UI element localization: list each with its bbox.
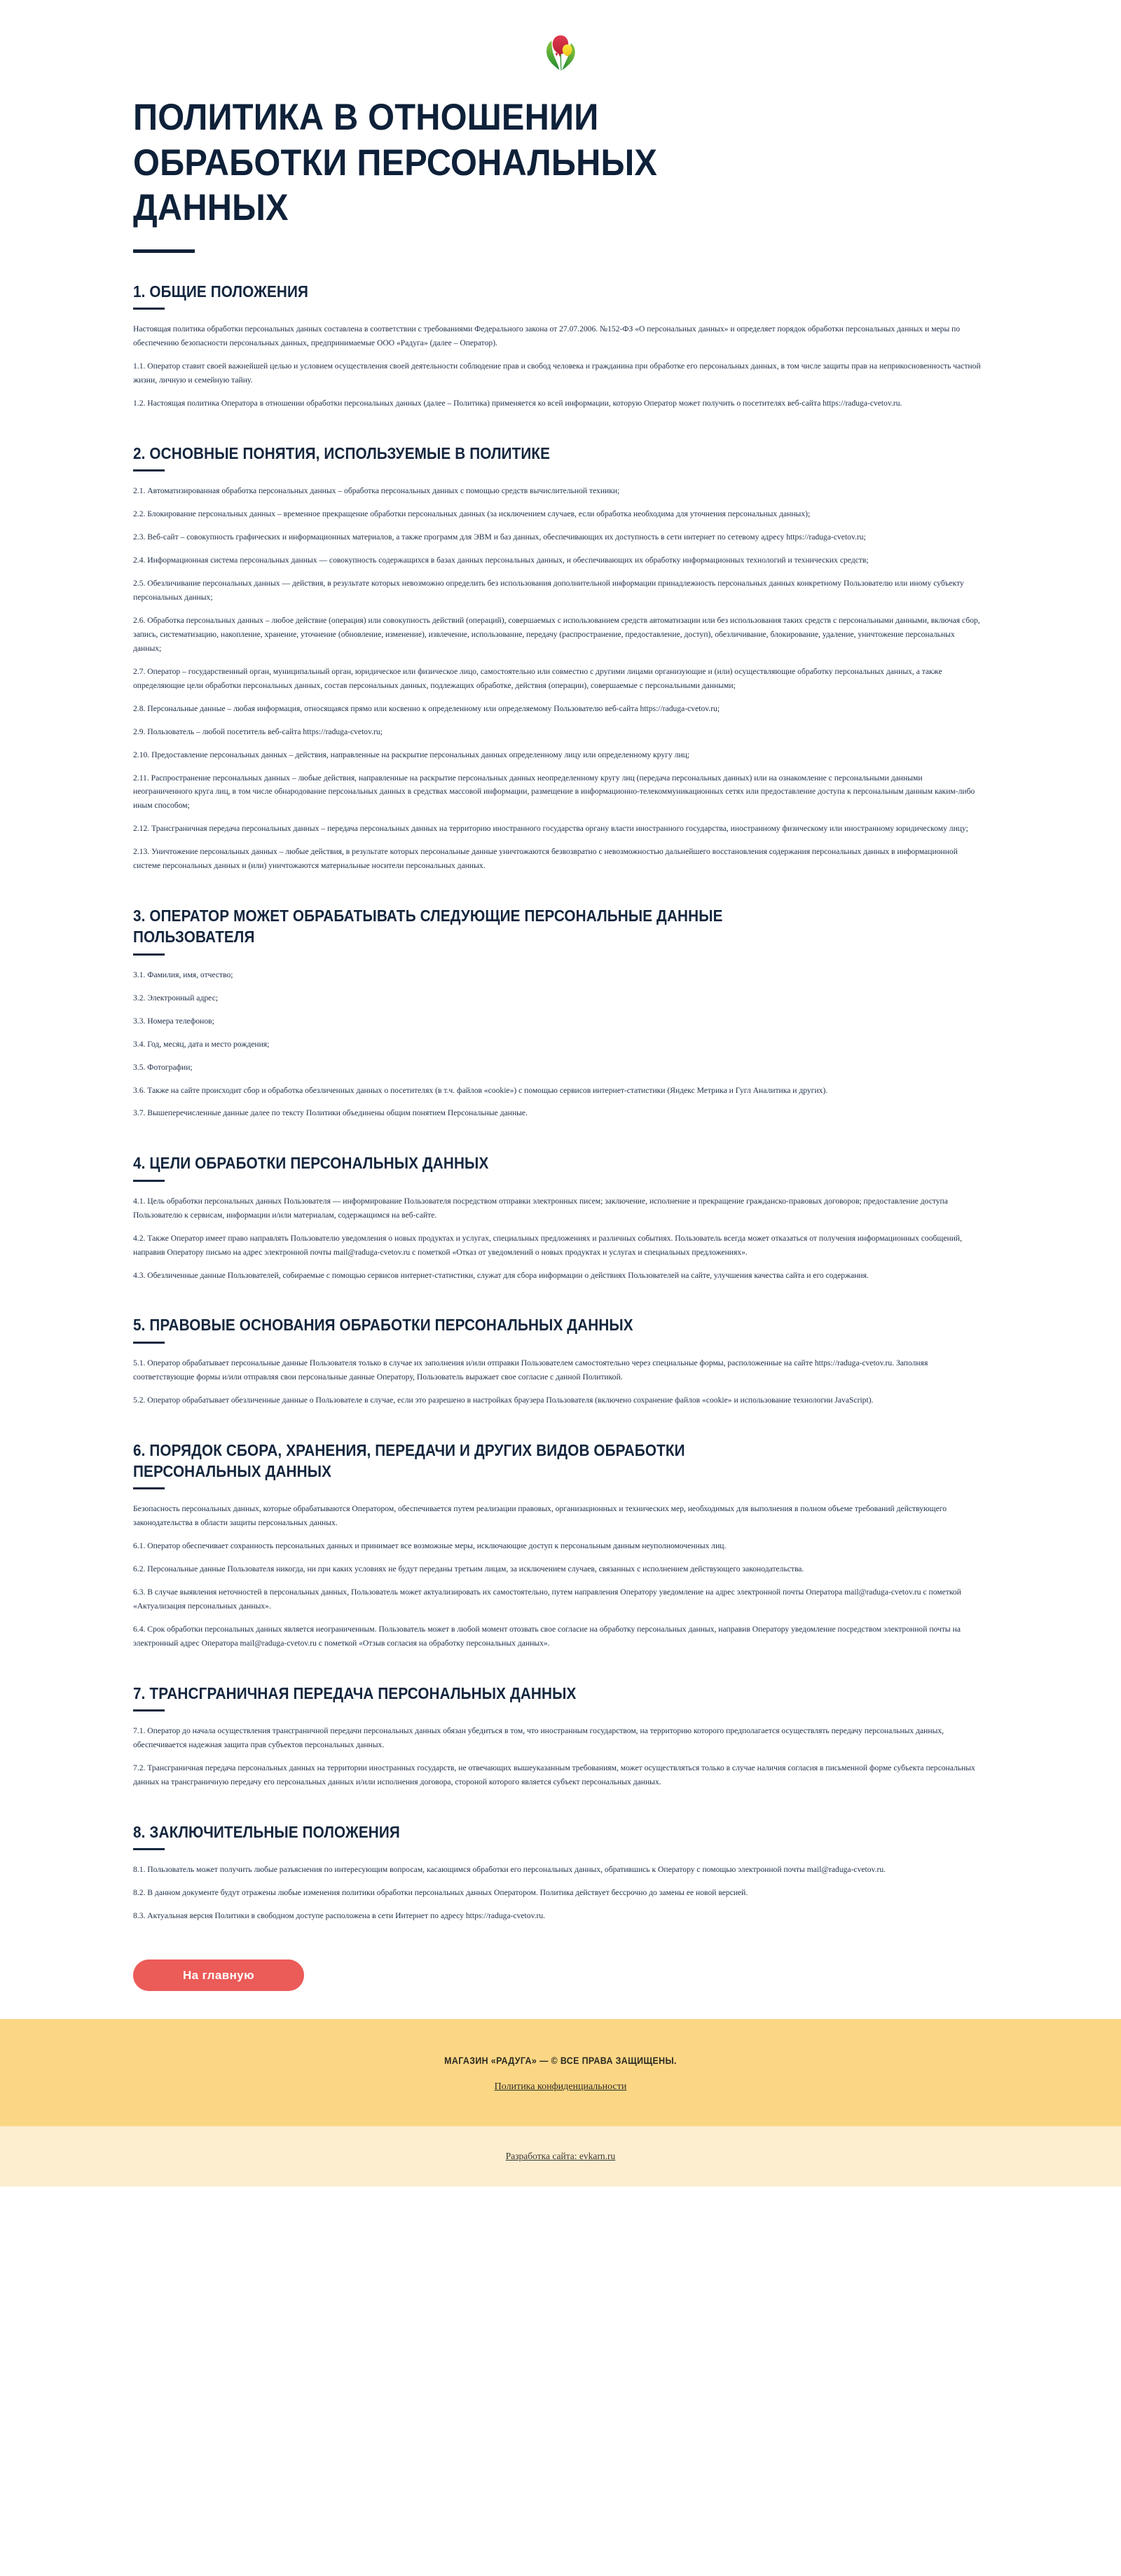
section-paragraph: 2.5. Обезличивание персональных данных — действия, в результате которых невозможно определить без использования дополнительной информации принадлежность персональных данных конкретному Пользователю или иному субъекту персональных данных;: [133, 579, 964, 602]
section-paragraph: 1.2. Настоящая политика Оператора в отношении обработки персональных данных (далее – Политика) применяется ко всей информации, которую Оператор может получить о посетителях веб-сайта https://raduga-cvetov.ru.: [133, 399, 902, 408]
section-paragraph: 5.1. Оператор обрабатывает персональные данные Пользователя только в случае их заполнения и/или отправки Пользователем самостоятельно через специальные формы, расположенные на сайте https://raduga-cvetov.ru. Заполняя соответствующие формы и/или отправляя свои персональные данные Оператору, Пользователь выражает свое согласие с данной Политикой.: [133, 1358, 928, 1382]
section-paragraph: 2.9. Пользователь – любой посетитель веб-сайта https://raduga-cvetov.ru;: [133, 726, 383, 736]
site-subfooter: [0, 2126, 1121, 2186]
site-logo-link[interactable]: [537, 29, 584, 73]
section-paragraph: 3.1. Фамилия, имя, отчество;: [133, 970, 233, 979]
section-underline-rule: [133, 1342, 165, 1344]
policy-section: [133, 281, 988, 411]
policy-sections: [133, 281, 988, 1923]
policy-section: [133, 1683, 988, 1789]
footer-privacy-link[interactable]: Политика конфиденциальности: [494, 2081, 627, 2093]
section-paragraph: 2.4. Информационная система персональных данных — совокупность содержащихся в базах данных персональных данных, и обеспечивающих их обработку информационных технологий и технических средств;: [133, 556, 869, 565]
section-paragraph: 6.1. Оператор обеспечивает сохранность персональных данных и принимает все возможные меры, исключающие доступ к персональным данным неуполномоченных лиц.: [133, 1541, 727, 1551]
section-paragraph: 2.2. Блокирование персональных данных – временное прекращение обработки персональных данных (за исключением случаев, если обработка необходима для уточнения персональных данных);: [133, 509, 811, 519]
footer-copyright: МАГАЗИН «РАДУГА» — © ВСЕ ПРАВА ЗАЩИЩЕНЫ.: [444, 2055, 677, 2067]
section-underline-rule: [133, 469, 165, 471]
page-title: ПОЛИТИКА В ОТНОШЕНИИ ОБРАБОТКИ ПЕРСОНАЛЬНЫХ ДАННЫХ: [133, 97, 658, 229]
section-heading: 1. ОБЩИЕ ПОЛОЖЕНИЯ: [133, 282, 309, 301]
section-paragraph: Настоящая политика обработки персональных данных составлена в соответствии с требованиями Федерального закона от 27.07.2006. №152-ФЗ «О персональных данных» и определяет порядок обработки персональных данных и меры по обеспечению безопасности персональных данных, предпринимаемые ООО «Радуга» (далее – Оператор).: [133, 324, 961, 348]
section-paragraph: 5.2. Оператор обрабатывает обезличенные данные о Пользователе в случае, если это разрешено в настройках браузера Пользователя (включено сохранение файлов «cookie» и использование технологии JavaScript).: [133, 1395, 874, 1405]
policy-section: [133, 1821, 988, 1923]
section-paragraph: 8.1. Пользователь может получить любые разъяснения по интересующим вопросам, касающимся обработки его персональных данных, обратившись к Оператору с помощью электронной почты mail@raduga-cvetov.ru.: [133, 1865, 886, 1875]
section-paragraph: 2.7. Оператор – государственный орган, муниципальный орган, юридическое или физическое лицо, самостоятельно или совместно с другими лицами организующие и (или) осуществляющие обработку персональных данных, а также определяющие цели обработки персональных данных, состав персональных данных, подлежащих обработке, действия (операции), совершаемые с персональными данными;: [133, 666, 942, 690]
section-underline-rule: [133, 1848, 165, 1850]
policy-section: [133, 905, 988, 1120]
section-paragraph: 2.6. Обработка персональных данных – любое действие (операция) или совокупность действий (операций), совершаемых с использованием средств автоматизации или без использования таких средств с персональными данными, включая сбор, запись, систематизацию, накопление, хранение, уточнение (обновление, изменение), извлечение, использование, передачу (распространение, предоставление, доступ), обезличивание, блокирование, удаление, уничтожение персональных данных;: [133, 616, 980, 653]
section-underline-rule: [133, 953, 165, 956]
section-paragraph: 1.1. Оператор ставит своей важнейшей целью и условием осуществления своей деятельности соблюдение прав и свобод человека и гражданина при обработке его персональных данных, в том числе защиты прав на неприкосновенность частной жизни, личную и семейную тайну.: [133, 361, 981, 385]
section-paragraph: 6.2. Персональные данные Пользователя никогда, ни при каких условиях не будут переданы третьим лицам, за исключением случаев, связанных с исполнением действующего законодательства.: [133, 1564, 804, 1574]
section-underline-rule: [133, 1709, 165, 1711]
section-paragraph: 2.8. Персональные данные – любая информация, относящаяся прямо или косвенно к определенному или определяемому Пользователю веб-сайта https://raduga-cvetov.ru;: [133, 703, 720, 713]
section-heading: 7. ТРАНСГРАНИЧНАЯ ПЕРЕДАЧА ПЕРСОНАЛЬНЫХ ДАННЫХ: [133, 1683, 577, 1702]
section-underline-rule: [133, 1487, 165, 1489]
section-paragraph: Безопасность персональных данных, которые обрабатываются Оператором, обеспечивается путем реализации правовых, организационных и технических мер, необходимых для выполнения в полном объеме требований действующего законодательства в области защиты персональных данных.: [133, 1504, 947, 1528]
section-heading: 4. ЦЕЛИ ОБРАБОТКИ ПЕРСОНАЛЬНЫХ ДАННЫХ: [133, 1154, 489, 1173]
policy-section: [133, 1440, 988, 1651]
site-footer: [0, 2019, 1121, 2126]
site-logo-bar: [0, 0, 1121, 85]
section-heading: 8. ЗАКЛЮЧИТЕЛЬНЫЕ ПОЛОЖЕНИЯ: [133, 1822, 400, 1841]
section-paragraph: 3.2. Электронный адрес;: [133, 993, 218, 1003]
section-underline-rule: [133, 1180, 165, 1182]
section-paragraph: 2.12. Трансграничная передача персональных данных – передача персональных данных на территорию иностранного государства органу власти иностранного государства, иностранному физическому или иностранному юридическому лицу;: [133, 824, 968, 834]
developer-credit-link[interactable]: Разработка сайта: evkarn.ru: [505, 2151, 616, 2162]
section-paragraph: 3.4. Год, месяц, дата и место рождения;: [133, 1039, 270, 1049]
section-paragraph: 2.1. Автоматизированная обработка персональных данных – обработка персональных данных с помощью средств вычислительной техники;: [133, 486, 620, 496]
section-paragraph: 2.13. Уничтожение персональных данных – любые действия, в результате которых персональные данные уничтожаются безвозвратно с невозможностью дальнейшего восстановления содержания персональных данных в информационной системе персональных данных и (или) уничтожаются материальные носители персональных данных.: [133, 847, 958, 871]
title-underline-rule: [133, 249, 195, 253]
section-paragraph: 6.3. В случае выявления неточностей в персональных данных, Пользователь может актуализировать их самостоятельно, путем направления Оператору уведомление на адрес электронной почты Оператора mail@raduga-cvetov.ru с пометкой «Актуализация персональных данных».: [133, 1587, 961, 1611]
policy-section: [133, 1152, 988, 1282]
section-paragraph: 8.2. В данном документе будут отражены любые изменения политики обработки персональных данных Оператором. Политика действует бессрочно до замены ее новой версией.: [133, 1888, 748, 1898]
section-paragraph: 2.3. Веб-сайт – совокупность графических и информационных материалов, а также программ для ЭВМ и баз данных, обеспечивающих их доступность в сети интернет по сетевому адресу https://raduga-cvetov.ru;: [133, 532, 866, 542]
section-paragraph: 4.3. Обезличенные данные Пользователей, собираемые с помощью сервисов интернет-статистики, служат для сбора информации о действиях Пользователей на сайте, улучшения качества сайта и его содержания.: [133, 1270, 869, 1280]
section-paragraph: 6.4. Срок обработки персональных данных является неограниченным. Пользователь может в любой момент отозвать свое согласие на обработку персональных данных, направив Оператору уведомление посредством электронной почты на электронный адрес Оператора mail@raduga-cvetov.ru с пометкой «Отзыв согласия на обработку персональных данных».: [133, 1624, 961, 1648]
section-heading: 3. ОПЕРАТОР МОЖЕТ ОБРАБАТЫВАТЬ СЛЕДУЮЩИЕ ПЕРСОНАЛЬНЫЕ ДАННЫЕ ПОЛЬЗОВАТЕЛЯ: [133, 907, 723, 946]
tulip-heart-logo-icon: [537, 29, 584, 73]
section-paragraph: 4.2. Также Оператор имеет право направлять Пользователю уведомления о новых продуктах и услугах, специальных предложениях и различных событиях. Пользователь всегда может отказаться от получения информационных сообщений, направив Оператору письмо на адрес электронной почты mail@raduga-cvetov.ru с пометкой «Отказ от уведомлений о новых продуктах и услугах и специальных предложениях».: [133, 1233, 962, 1257]
section-paragraph: 2.11. Распространение персональных данных – любые действия, направленные на раскрытие персональных данных неопределенному кругу лиц (передача персональных данных) или на ознакомление с персональными данными неограниченного круга лиц, в том числе обнародование персональных данных в средствах массовой информации, размещение в информационно-телекоммуникационных сетях или предоставление доступа к персональным данным каким-либо иным способом;: [133, 773, 975, 811]
section-paragraph: 3.7. Вышеперечисленные данные далее по тексту Политики объединены общим понятием Персональные данные.: [133, 1108, 528, 1118]
home-button[interactable]: На главную: [133, 1959, 304, 1991]
home-button-wrap: [133, 1959, 988, 1991]
section-paragraph: 3.3. Номера телефонов;: [133, 1016, 214, 1026]
section-paragraph: 8.3. Актуальная версия Политики в свободном доступе расположена в сети Интернет по адресу https://raduga-cvetov.ru.: [133, 1911, 546, 1921]
section-paragraph: 7.1. Оператор до начала осуществления трансграничной передачи персональных данных обязан убедиться в том, что иностранным государством, на территорию которого предполагается осуществлять передачу персональных данных, обеспечивается надежная защита прав субъектов персональных данных.: [133, 1726, 944, 1750]
section-heading: 2. ОСНОВНЫЕ ПОНЯТИЯ, ИСПОЛЬЗУЕМЫЕ В ПОЛИТИКЕ: [133, 444, 551, 463]
policy-section: [133, 1314, 988, 1407]
section-paragraph: 4.1. Цель обработки персональных данных Пользователя — информирование Пользователя посредством отправки электронных писем; заключение, исполнение и прекращение гражданско-правовых договоров; предоставление доступа Пользователю к сервисам, информации и/или материалам, содержащимся на веб-сайте.: [133, 1196, 948, 1220]
section-heading: 5. ПРАВОВЫЕ ОСНОВАНИЯ ОБРАБОТКИ ПЕРСОНАЛЬНЫХ ДАННЫХ: [133, 1316, 633, 1335]
section-heading: 6. ПОРЯДОК СБОРА, ХРАНЕНИЯ, ПЕРЕДАЧИ И ДРУГИХ ВИДОВ ОБРАБОТКИ ПЕРСОНАЛЬНЫХ ДАННЫХ: [133, 1440, 685, 1480]
policy-content: [133, 95, 988, 2019]
policy-section: [133, 443, 988, 873]
section-paragraph: 7.2. Трансграничная передача персональных данных на территории иностранных государств, не отвечающих вышеуказанным требованиям, может осуществляться только в случае наличия согласия в письменной форме субъекта персональных данных на трансграничную передачу его персональных данных и/или исполнения договора, стороной которого является субъект персональных данных.: [133, 1763, 975, 1787]
section-underline-rule: [133, 308, 165, 310]
section-paragraph: 3.5. Фотографии;: [133, 1062, 193, 1072]
section-paragraph: 3.6. Также на сайте происходит сбор и обработка обезличенных данных о посетителях (в т.ч. файлов «cookie») с помощью сервисов интернет-статистики (Яндекс Метрика и Гугл Аналитика и других).: [133, 1085, 828, 1095]
section-paragraph: 2.10. Предоставление персональных данных – действия, направленные на раскрытие персональных данных определенному лицу или определенному кругу лиц;: [133, 750, 690, 759]
